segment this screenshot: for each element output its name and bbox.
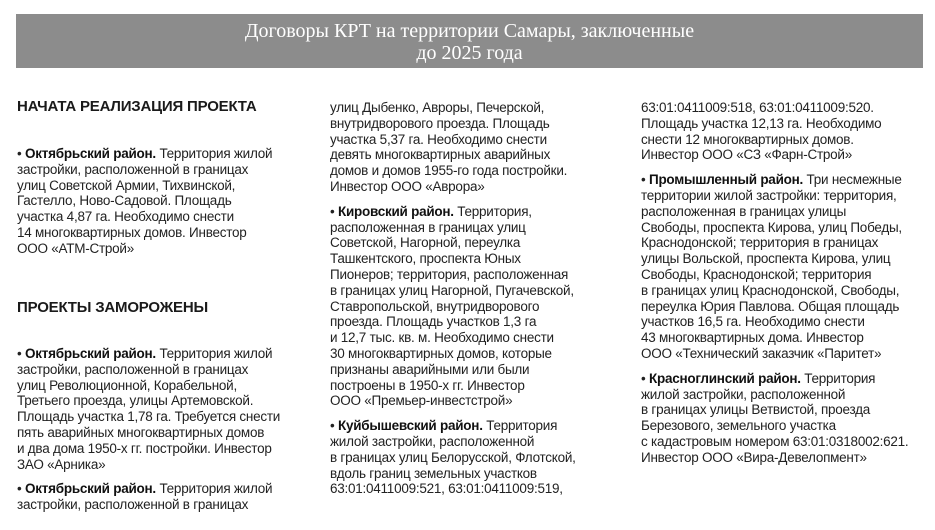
district-name: Октябрьский район. [24,146,156,161]
entry-oktyabrsky-1: • Октябрьский район. Территория жилой застройки, расположенной в границах улиц Советской Армии, Тихвинской, Гастелло, Ново-Садовой. Площадь участка 4,87 га. Необходимо снести 14 многоквартирных домов. Инвестор ООО «АТМ-Строй» [17,146,273,256]
page-title [16,14,923,68]
entry-promyshlenny: • Промышленный район. Три несмежные территории жилой застройки: территория, расположенная в границах улицы Свободы, проспекта Кирова, улиц Победы, Краснодонской; территория в границах улицы Вольской, проспекта Кирова, улиц Свободы, Краснодонской; территория в границах улиц Краснодонской, Свободы, переулка Юрия Павлова. Общая площадь участков 16,5 га. Необходимо снести 43 многоквартирных дома. Инвестор ООО «Технический заказчик «Паритет» [641,172,902,361]
district-name: Кировский район. [337,203,454,219]
entry-continuation: 63:01:0411009:518, 63:01:0411009:520. Площадь участка 12,13 га. Необходимо снести 12 многоквартирных домов. Инвестор ООО «СЗ «Фарн-Строй» [641,100,882,163]
section-heading-started: НАЧАТА РЕАЛИЗАЦИЯ ПРОЕКТА [17,98,257,115]
district-name: Красноглинский район. [648,370,801,386]
entry-continuation: улиц Дыбенко, Авроры, Печерской, внутридворового проезда. Площадь участка 5,37 га. Необходимо снести девять многоквартирных аварийных домов и домов 1955-го года постройки. Инвестор ООО «Аврора» [330,100,568,194]
column-3 [641,100,931,466]
title-line-1: Договоры КРТ на территории Самары, заключенные [244,20,695,42]
title-line-2: до 2025 года [416,42,523,64]
district-name: Промышленный район. [648,172,804,188]
column-1-frozen [17,346,307,513]
district-name: Октябрьский район. [24,481,156,497]
entry-kirovsky: • Кировский район. Территория, расположенная в границах улиц Советской, Нагорной, переулка Ташкентского, проспекта Юных Пионеров; территория, расположенная в границах улиц Нагорной, Пугачевской, Ставропольской, внутридворового проезда. Площадь участков 1,3 га и 12,7 тыс. кв. м. Необходимо снести 30 многоквартирных домов, которые признаны аварийными или были построены в 1950-х гг. Инвестор ООО «Премьер-инвестстрой» [330,203,574,409]
section-heading-frozen: ПРОЕКТЫ ЗАМОРОЖЕНЫ [17,299,208,316]
column-1-started [17,146,307,257]
entry-kuibyshevsky: • Куйбышевский район. Территория жилой застройки, расположенной в границах улиц Белорусской, Флотской, вдоль границ земельных участков 63:01:0411009:521, 63:01:0411009:519, [330,418,576,497]
entry-oktyabrsky-3: • Октябрьский район. Территория жилой застройки, расположенной в границах [17,481,273,513]
column-2 [330,100,620,497]
entry-oktyabrsky-2: • Октябрьский район. Территория жилой застройки, расположенной в границах улиц Революционной, Корабельной, Третьего проезда, улицы Артемовской. Площадь участка 1,78 га. Требуется снести пять аварийных многоквартирных домов и два дома 1950-х гг. постройки. Инвестор ЗАО «Арника» [17,346,281,472]
district-name: Октябрьский район. [24,346,156,361]
entry-krasnoglinsky: • Красноглинский район. Территория жилой застройки, расположенной в границах улицы Ветвистой, проезда Березового, земельного участка с кадастровым номером 63:01:0318002:621. Инвестор ООО «Вира-Девелопмент» [641,370,909,465]
district-name: Куйбышевский район. [337,418,483,434]
